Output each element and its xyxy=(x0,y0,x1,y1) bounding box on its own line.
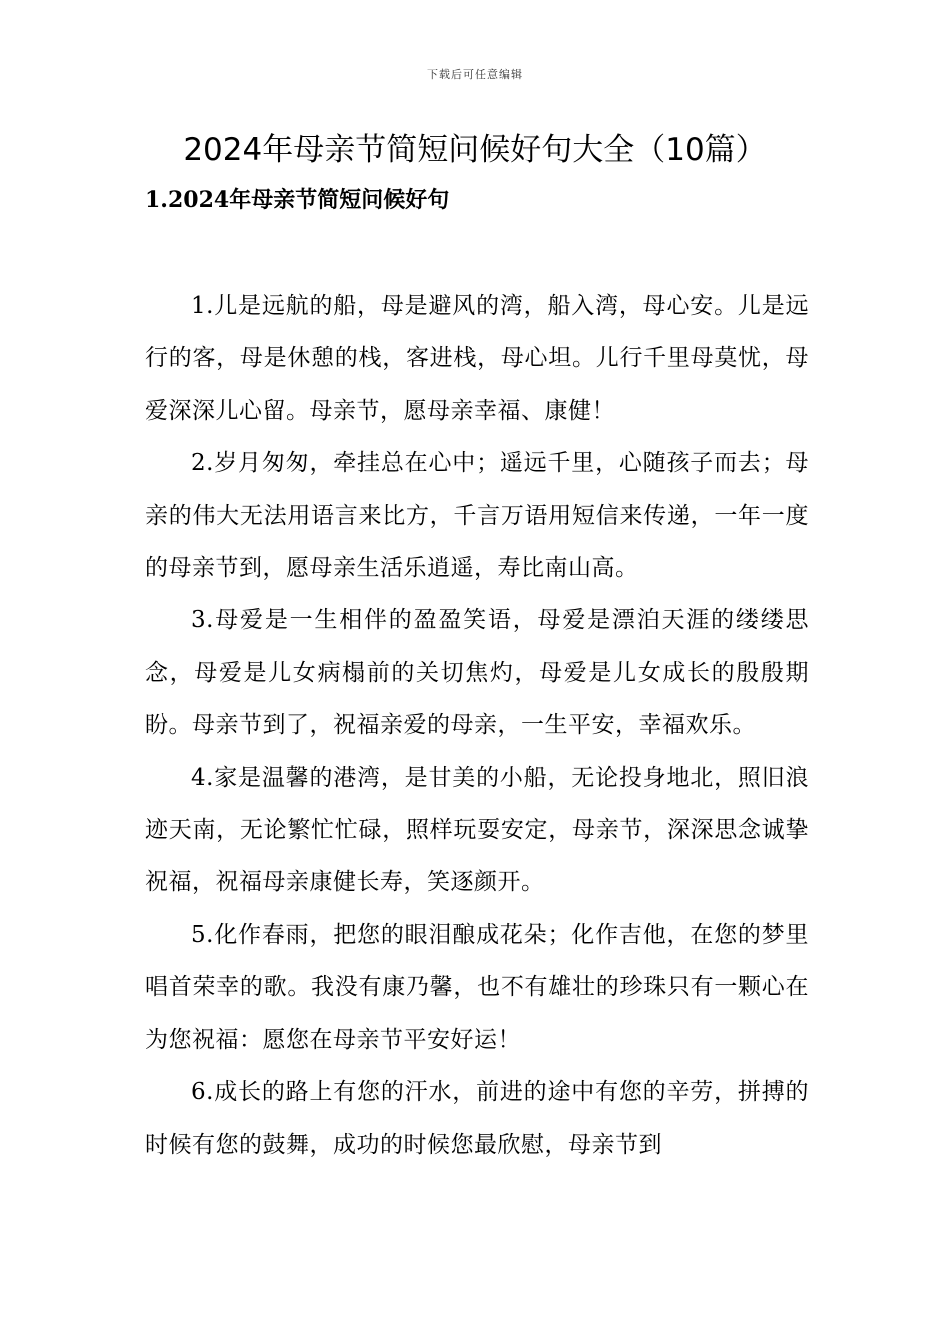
paragraph-6: 6.成长的路上有您的汗水，前进的途中有您的辛劳，拼搏的时候有您的鼓舞，成功的时候您最欣慰，母亲节到 xyxy=(145,1079,809,1158)
document-title: 2024年母亲节简短问候好句大全（10篇） xyxy=(183,132,767,168)
document-body xyxy=(145,280,809,1171)
paragraph-5: 5.化作春雨，把您的眼泪酿成花朵；化作吉他，在您的梦里唱首荣幸的歌。我没有康乃馨，也不有雄壮的珍珠只有一颗心在为您祝福：愿您在母亲节平安好运！ xyxy=(145,921,809,1053)
header-note: 下载后可任意编辑 xyxy=(427,68,523,81)
paragraph-1: 1.儿是远航的船，母是避风的湾，船入湾，母心安。儿是远行的客，母是休憩的栈，客进栈，母心坦。儿行千里母莫忧，母爱深深儿心留。母亲节，愿母亲幸福、康健！ xyxy=(145,293,809,424)
paragraph-2: 2.岁月匆匆，牵挂总在心中；遥远千里，心随孩子而去；母亲的伟大无法用语言来比方，千言万语用短信来传递，一年一度的母亲节到，愿母亲生活乐逍遥，寿比南山高。 xyxy=(145,450,809,582)
section-heading: 1.2024年母亲节简短问候好句 xyxy=(145,187,450,213)
paragraph-3: 3.母爱是一生相伴的盈盈笑语，母爱是漂泊天涯的缕缕思念，母爱是儿女病榻前的关切焦灼，母爱是儿女成长的殷殷期盼。母亲节到了，祝福亲爱的母亲，一生平安，幸福欢乐。 xyxy=(145,607,809,739)
paragraph-4: 4.家是温馨的港湾，是甘美的小船，无论投身地北，照旧浪迹天南，无论繁忙忙碌，照样玩耍安定，母亲节，深深思念诚挚祝福，祝福母亲康健长寿，笑逐颜开。 xyxy=(145,764,809,896)
